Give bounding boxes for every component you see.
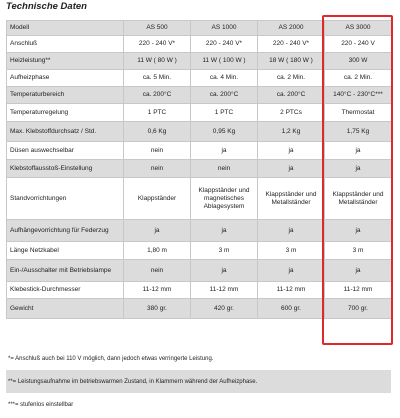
table-cell: nein (124, 142, 191, 160)
table-row (7, 242, 392, 260)
table-cell: 3 m (325, 242, 392, 260)
table-cell: 0,6 Kg (124, 122, 191, 142)
row-label: Düsen auswechselbar (7, 142, 124, 160)
footnotes (6, 347, 391, 416)
row-label: Klebestick-Durchmesser (7, 282, 124, 299)
table-row (7, 87, 392, 104)
table-cell: ca. 2 Min. (258, 70, 325, 87)
table-row (7, 142, 392, 160)
table-cell: 11-12 mm (124, 282, 191, 299)
table-cell: ca. 200°C (191, 87, 258, 104)
table-cell: Thermostat (325, 104, 392, 122)
table-row (7, 178, 392, 220)
row-label: Temperaturbereich (7, 87, 124, 104)
table-cell: 1 PTC (124, 104, 191, 122)
table-cell: ja (191, 142, 258, 160)
table-cell: ja (191, 260, 258, 282)
table-row (7, 220, 392, 242)
table-cell: 18 W ( 180 W ) (258, 53, 325, 70)
table-cell: 300 W (325, 53, 392, 70)
table-cell: 1,2 Kg (258, 122, 325, 142)
table-cell: 1,80 m (124, 242, 191, 260)
table-cell: 1 PTC (191, 104, 258, 122)
table-cell: 11-12 mm (258, 282, 325, 299)
table-cell: 220 - 240 V* (258, 36, 325, 53)
table-cell: ca. 2 Min. (325, 70, 392, 87)
table-cell: nein (191, 160, 258, 178)
column-header: AS 1000 (191, 21, 258, 36)
column-header: AS 2000 (258, 21, 325, 36)
row-label: Standvorrichtungen (7, 178, 124, 220)
row-label: Ein-/Ausschalter mit Betriebslampe (7, 260, 124, 282)
table-cell: ja (258, 160, 325, 178)
table-cell: ca. 4 Min. (191, 70, 258, 87)
row-label: Länge Netzkabel (7, 242, 124, 260)
table-cell: nein (124, 260, 191, 282)
column-header: AS 3000 (325, 21, 392, 36)
table-row (7, 70, 392, 87)
table-cell: ja (325, 160, 392, 178)
table-cell: 11 W ( 100 W ) (191, 53, 258, 70)
table-row (7, 104, 392, 122)
table-cell: 220 - 240 V (325, 36, 392, 53)
table-cell: Klappständer und magnetisches Ablagesystem (191, 178, 258, 220)
row-label: Aufheizphase (7, 70, 124, 87)
table-row (7, 53, 392, 70)
table-cell: nein (124, 160, 191, 178)
table-row (7, 299, 392, 319)
column-header: AS 500 (124, 21, 191, 36)
table-cell: 2 PTCs (258, 104, 325, 122)
table-cell: 3 m (258, 242, 325, 260)
table-row (7, 122, 392, 142)
table-cell: 11-12 mm (191, 282, 258, 299)
table-cell: ja (325, 142, 392, 160)
footnote: ***= stufenlos einstellbar (6, 393, 391, 416)
row-label: Heizleistung** (7, 53, 124, 70)
table-cell: Klappständer (124, 178, 191, 220)
row-label: Temperaturregelung (7, 104, 124, 122)
table-cell: 11 W ( 80 W ) (124, 53, 191, 70)
table-cell: ja (258, 260, 325, 282)
table-cell: 700 gr. (325, 299, 392, 319)
table-row (7, 160, 392, 178)
column-header-label: Modell (7, 21, 124, 36)
table-cell: 140°C - 230°C*** (325, 87, 392, 104)
table-cell: 220 - 240 V* (124, 36, 191, 53)
table-cell: 420 gr. (191, 299, 258, 319)
table-cell: 1,75 Kg (325, 122, 392, 142)
table-cell: 220 - 240 V* (191, 36, 258, 53)
page-title: Technische Daten (6, 1, 87, 12)
row-label: Max. Klebstoffdurchsatz / Std. (7, 122, 124, 142)
table-cell: ca. 200°C (258, 87, 325, 104)
row-label: Klebstoffausstoß-Einstellung (7, 160, 124, 178)
table-row (7, 36, 392, 53)
table-cell: ja (191, 220, 258, 242)
table-cell: 11-12 mm (325, 282, 392, 299)
footnote: **= Leistungsaufnahme im betriebswarmen Zustand, in Klammern während der Aufheizphase. (6, 370, 391, 393)
table-row (7, 260, 392, 282)
table-cell: 600 gr. (258, 299, 325, 319)
table-cell: Klappständer und Metallständer (325, 178, 392, 220)
table-cell: ca. 5 Min. (124, 70, 191, 87)
row-label: Anschluß (7, 36, 124, 53)
table-cell: 0,95 Kg (191, 122, 258, 142)
row-label: Aufhängevorrichtung für Federzug (7, 220, 124, 242)
table-cell: ja (258, 142, 325, 160)
table-cell: ja (124, 220, 191, 242)
table-cell: ja (325, 220, 392, 242)
table-cell: ja (325, 260, 392, 282)
table-header-row (7, 21, 392, 36)
table-cell: 3 m (191, 242, 258, 260)
table-cell: ja (258, 220, 325, 242)
specs-table (6, 20, 392, 319)
footnote: *= Anschluß auch bei 110 V möglich, dann jedoch etwas verringerte Leistung. (6, 347, 391, 370)
table-cell: Klappständer und Metallständer (258, 178, 325, 220)
table-cell: 380 gr. (124, 299, 191, 319)
row-label: Gewicht (7, 299, 124, 319)
table-cell: ca. 200°C (124, 87, 191, 104)
table-row (7, 282, 392, 299)
